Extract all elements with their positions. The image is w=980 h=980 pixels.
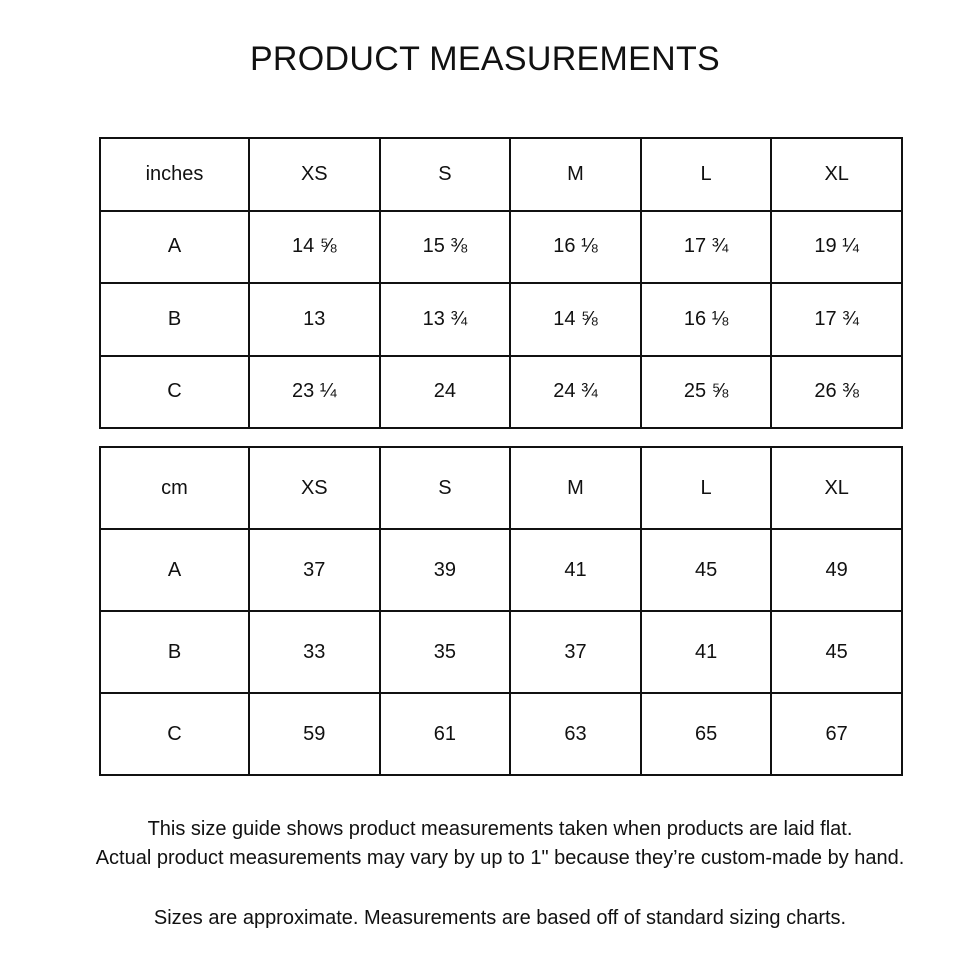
table-cell: 13 ¾: [380, 283, 511, 356]
table-cell: 67: [771, 693, 902, 775]
size-header-cell: XL: [771, 138, 902, 211]
table-cell: 37: [249, 529, 380, 611]
measurement-label-cell: A: [100, 529, 249, 611]
measurement-label-cell: B: [100, 611, 249, 693]
note-laid-flat: This size guide shows product measurements taken when products are laid flat.: [147, 818, 853, 840]
table-cell: 41: [510, 529, 641, 611]
table-cell: 45: [771, 611, 902, 693]
table-row: [100, 529, 902, 611]
size-header-cell: M: [510, 447, 641, 529]
table-header-row: [100, 138, 902, 211]
size-header-cell: S: [380, 447, 511, 529]
table-cell: 37: [510, 611, 641, 693]
table-cell: 16 ⅛: [510, 211, 641, 284]
table-cell: 35: [380, 611, 511, 693]
table-row: [100, 211, 902, 284]
table-cell: 17 ¾: [771, 283, 902, 356]
table-cell: 33: [249, 611, 380, 693]
table-cell: 25 ⅝: [641, 356, 772, 429]
size-header-cell: L: [641, 138, 772, 211]
measurement-label-cell: C: [100, 693, 249, 775]
table-cell: 14 ⅝: [249, 211, 380, 284]
table-cell: 14 ⅝: [510, 283, 641, 356]
note-approximate: Sizes are approximate. Measurements are based off of standard sizing charts.: [153, 907, 847, 929]
table-cell: 16 ⅛: [641, 283, 772, 356]
table-cell: 59: [249, 693, 380, 775]
table-cell: 45: [641, 529, 772, 611]
unit-header-cell: cm: [100, 447, 249, 529]
size-header-cell: S: [380, 138, 511, 211]
table-cell: 41: [641, 611, 772, 693]
table-cell: 61: [380, 693, 511, 775]
table-cell: 39: [380, 529, 511, 611]
size-disclaimer: [0, 904, 980, 933]
unit-header-cell: inches: [100, 138, 249, 211]
table-cell: 24: [380, 356, 511, 429]
table-cell: 23 ¼: [249, 356, 380, 429]
table-row: [100, 283, 902, 356]
table-cell: 24 ¾: [510, 356, 641, 429]
cm-measurement-table: [99, 446, 903, 776]
table-cell: 65: [641, 693, 772, 775]
inches-measurement-table: [99, 137, 903, 429]
measurement-label-cell: A: [100, 211, 249, 284]
table-cell: 26 ⅜: [771, 356, 902, 429]
table-cell: 63: [510, 693, 641, 775]
size-header-cell: XL: [771, 447, 902, 529]
table-cell: 19 ¼: [771, 211, 902, 284]
table-cell: 15 ⅜: [380, 211, 511, 284]
size-header-cell: L: [641, 447, 772, 529]
table-cell: 13: [249, 283, 380, 356]
size-guide-notes: [0, 815, 980, 873]
table-row: [100, 693, 902, 775]
page-title: PRODUCT MEASUREMENTS: [249, 40, 721, 78]
size-header-cell: XS: [249, 447, 380, 529]
measurement-label-cell: C: [100, 356, 249, 429]
table-row: [100, 611, 902, 693]
size-header-cell: M: [510, 138, 641, 211]
table-cell: 17 ¾: [641, 211, 772, 284]
table-row: [100, 356, 902, 429]
table-cell: 49: [771, 529, 902, 611]
table-header-row: [100, 447, 902, 529]
size-header-cell: XS: [249, 138, 380, 211]
note-custom-made: Actual product measurements may vary by up to 1" because they’re custom-made by hand.: [95, 847, 905, 869]
measurement-label-cell: B: [100, 283, 249, 356]
